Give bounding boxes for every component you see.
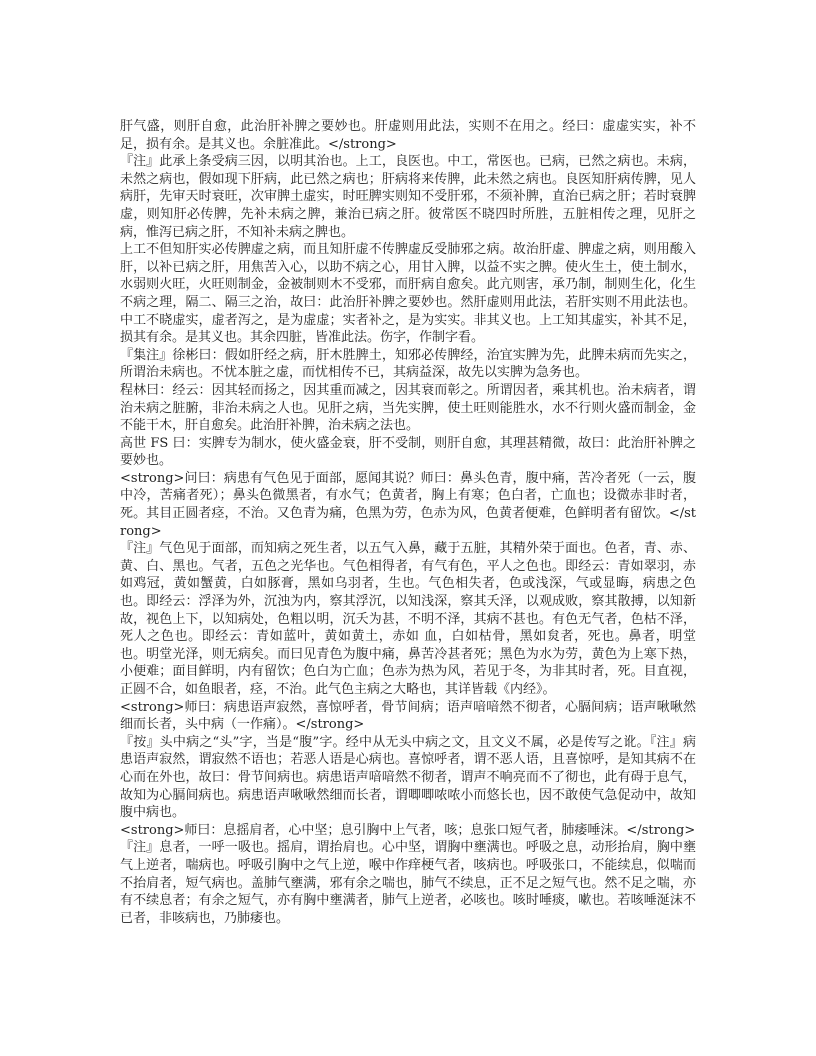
paragraph-collected-notes-xu-bin: 『集注』徐彬曰：假如肝经之病，肝木胜脾土，知邪必传脾经，治宜实脾为先，此脾未病而先实之，所谓治未病也。不忧本脏之虚，而忧相传不已，其病益深，故先以实脾为急务也。 bbox=[120, 347, 696, 381]
paragraph-facial-complexion-question: <strong>问曰：病患有气色见于面部，愿闻其说？师曰：鼻头色青，腹中痛，苦冷者死（一云，腹中冷，苦痛者死）；鼻头色微黑者，有水气；色黄者，胸上有寒；色白者，亡血也；设微赤非时者，死。其目正圆者痉，不治。又色青为痛，色黑为劳，色赤为风，色黄者便难，色鲜明者有留饮。</strong> bbox=[120, 470, 696, 539]
paragraph-cheng-lin: 程林曰：经云：因其轻而扬之，因其重而减之，因其衰而彰之。所谓因者，乘其机也。治未病者，谓治未病之脏腑，非治未病之人也。见肝之病，当先实脾，使土旺则能胜水，水不行则火盛而制金，金不能干木，肝自愈矣。此治肝补脾，治未病之法也。 bbox=[120, 382, 696, 434]
paragraph-breathing-commentary: 『注』息者，一呼一吸也。摇肩，谓抬肩也。心中坚，谓胸中壅满也。呼吸之息，动形抬肩，胸中壅气上逆者，喘病也。呼吸引胸中之气上逆，喉中作痒梗气者，咳病也。呼吸张口，不能续息，似喘而不抬肩者，短气病也。盖肺气壅满，邪有余之喘也，肺气不续息，正不足之短气也。然不足之喘，亦有不续息者；有余之短气，亦有胸中壅满者，肺气上逆者，必咳也。咳时唾痰，嗽也。若咳唾涎沫不已者，非咳病也，乃肺痿也。 bbox=[120, 840, 696, 926]
paragraph-voice-diagnosis: <strong>师曰：病患语声寂然，喜惊呼者，骨节间病；语声喑喑然不彻者，心膈间病；语声啾啾然细而长者，头中病（一作痛）。</strong> bbox=[120, 699, 696, 733]
paragraph-gao-shi: 高世 FS 曰：实脾专为制水，使火盛金衰，肝不受制，则肝自愈，其理甚精微，故曰：此治肝补脾之要妙也。 bbox=[120, 435, 696, 469]
paragraph-voice-commentary: 『按』头中病之“头”字，当是“腹”字。经中从无头中病之文，且文义不属，必是传写之讹。『注』病患语声寂然，谓寂然不语也；若恶人语是心病也。喜惊呼者，谓不恶人语，且喜惊呼，是知其病不在心而在外也，故曰：骨节间病也。病患语声喑喑然不彻者，谓声不响亮而不了彻也，此有碍于息气，故知为心膈间病也。病患语声啾啾然细而长者，谓唧唧哝哝小而悠长也，因不敢使气急促动中，故知腹中病也。 bbox=[120, 734, 696, 821]
paragraph-breathing-diagnosis: <strong>师曰：息摇肩者，心中坚；息引胸中上气者，咳；息张口短气者，肺痿唾沫。</strong> bbox=[120, 822, 696, 838]
document-page bbox=[120, 118, 696, 927]
paragraph-liver-qi-conclusion: 肝气盛，则肝自愈，此治肝补脾之要妙也。肝虚则用此法，实则不在用之。经曰：虚虚实实，补不足，损有余。是其义也。余脏准此。</strong> bbox=[120, 119, 696, 152]
paragraph-complexion-commentary: 『注』气色见于面部，而知病之死生者，以五气入鼻，藏于五脏，其精外荣于面也。色者，青、赤、黄、白、黑也。气者，五色之光华也。气色相得者，有气有色，平人之色也。即经云：青如翠羽，赤如鸡冠，黄如蟹黄，白如豚膏，黑如乌羽者，生也。气色相失者，色或浅深，气或显晦，病患之色也。即经云：浮泽为外，沉浊为内，察其浮沉，以知浅深，察其夭泽，以观成败，察其散搏，以知新故，视色上下，以知病处，色粗以明，沉夭为甚，不明不泽，其病不甚也。有色无气者，色枯不泽，死人之色也。即经云：青如蓝叶，黄如黄土，赤如 血，白如枯骨，黑如炱者，死也。鼻者，明堂也。明堂光泽，则无病矣。而曰见青色为腹中痛，鼻苦冷甚者死；黑色为水为劳，黄色为上寒下热，小便难；面目鲜明，内有留饮；色白为亡血；色赤为热为风，若见于冬，为非其时者，死。目直视，正圆不合，如鱼眼者，痉，不治。此气色主病之大略也，其详皆载《内经》。 bbox=[120, 541, 696, 697]
paragraph-liver-deficiency-method: 上工不但知肝实必传脾虚之病，而且知肝虚不传脾虚反受肺邪之病。故治肝虚、脾虚之病，则用酸入肝，以补已病之肝，用焦苦入心，以助不病之心，用甘入脾，以益不实之脾。使火生土，使土制水，水弱则火旺，火旺则制金，金被制则木不受邪，而肝病自愈矣。此亢则害，承乃制，制则生化，化生不病之理，隔二、隔三之治，故曰：此治肝补脾之要妙也。然肝虚则用此法，若肝实则不用此法也。中工不晓虚实，虚者泻之，是为虚虚；实者补之，是为实实。非其义也。上工知其虚实，补其不足，损其有余。是其义也。其余四脏，皆准此法。伤字，作制字看。 bbox=[120, 242, 696, 346]
paragraph-commentary-treating-disease: 『注』此承上条受病三因，以明其治也。上工，良医也。中工，常医也。已病，已然之病也。未病，未然之病也，假如现下肝病，此已然之病也；肝病将来传脾，此未然之病也。良医知肝病传脾，见人病肝，先审天时衰旺，次审脾土虚实，时旺脾实则知不受肝邪，不须补脾，直治已病之肝；若时衰脾虚，则知肝必传脾，先补未病之脾，兼治已病之肝。彼常医不晓四时所胜，五脏相传之理，见肝之病，惟泻已病之肝，不知补未病之脾也。 bbox=[120, 154, 696, 240]
